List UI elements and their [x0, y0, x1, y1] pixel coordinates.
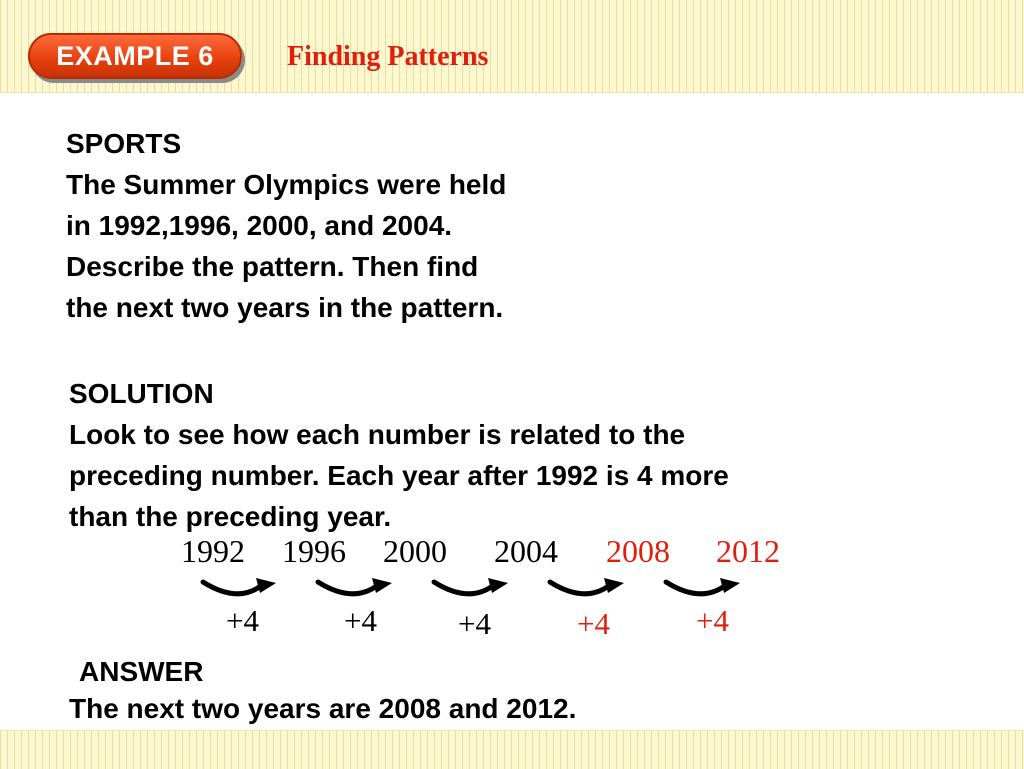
solution-heading: SOLUTION [69, 378, 214, 409]
curved-arrow-icon [318, 582, 378, 594]
slide-title: Finding Patterns [287, 41, 489, 72]
increment-label-next: +4 [577, 606, 610, 641]
example-badge: EXAMPLE 6 [28, 33, 242, 79]
problem-line: Describe the pattern. Then find [66, 251, 479, 282]
problem-line: The Summer Olympics were held [66, 169, 507, 200]
curved-arrow-icon [434, 582, 494, 594]
problem-line: the next two years in the pattern. [66, 292, 504, 323]
problem-line: in 1992,1996, 2000, and 2004. [66, 210, 453, 241]
answer-text: The next two years are 2008 and 2012. [69, 693, 577, 724]
increment-label: +4 [226, 603, 259, 638]
increment-label: +4 [458, 606, 491, 641]
increment-label: +4 [344, 603, 377, 638]
problem-heading: SPORTS [66, 128, 182, 159]
arrowhead-icon [256, 578, 276, 593]
sequence-year: 1996 [282, 533, 346, 569]
solution-line: Look to see how each number is related to the [69, 419, 686, 450]
curved-arrow-icon [666, 582, 726, 594]
sequence-year: 2004 [494, 533, 558, 569]
curved-arrow-icon [203, 582, 262, 594]
sequence-year-next: 2012 [716, 533, 780, 569]
sequence-year: 2000 [383, 533, 447, 569]
arrowhead-icon [604, 578, 624, 593]
arrowhead-icon [372, 578, 392, 593]
sequence-year: 1992 [181, 533, 245, 569]
arrowhead-icon [720, 578, 740, 593]
solution-line: preceding number. Each year after 1992 is 4 more [69, 460, 729, 491]
sequence-year-next: 2008 [606, 533, 670, 569]
increment-label-next: +4 [696, 603, 729, 638]
arrowhead-icon [488, 578, 508, 593]
answer-heading: ANSWER [79, 656, 204, 687]
solution-line: than the preceding year. [69, 501, 392, 532]
curved-arrow-icon [550, 582, 610, 594]
